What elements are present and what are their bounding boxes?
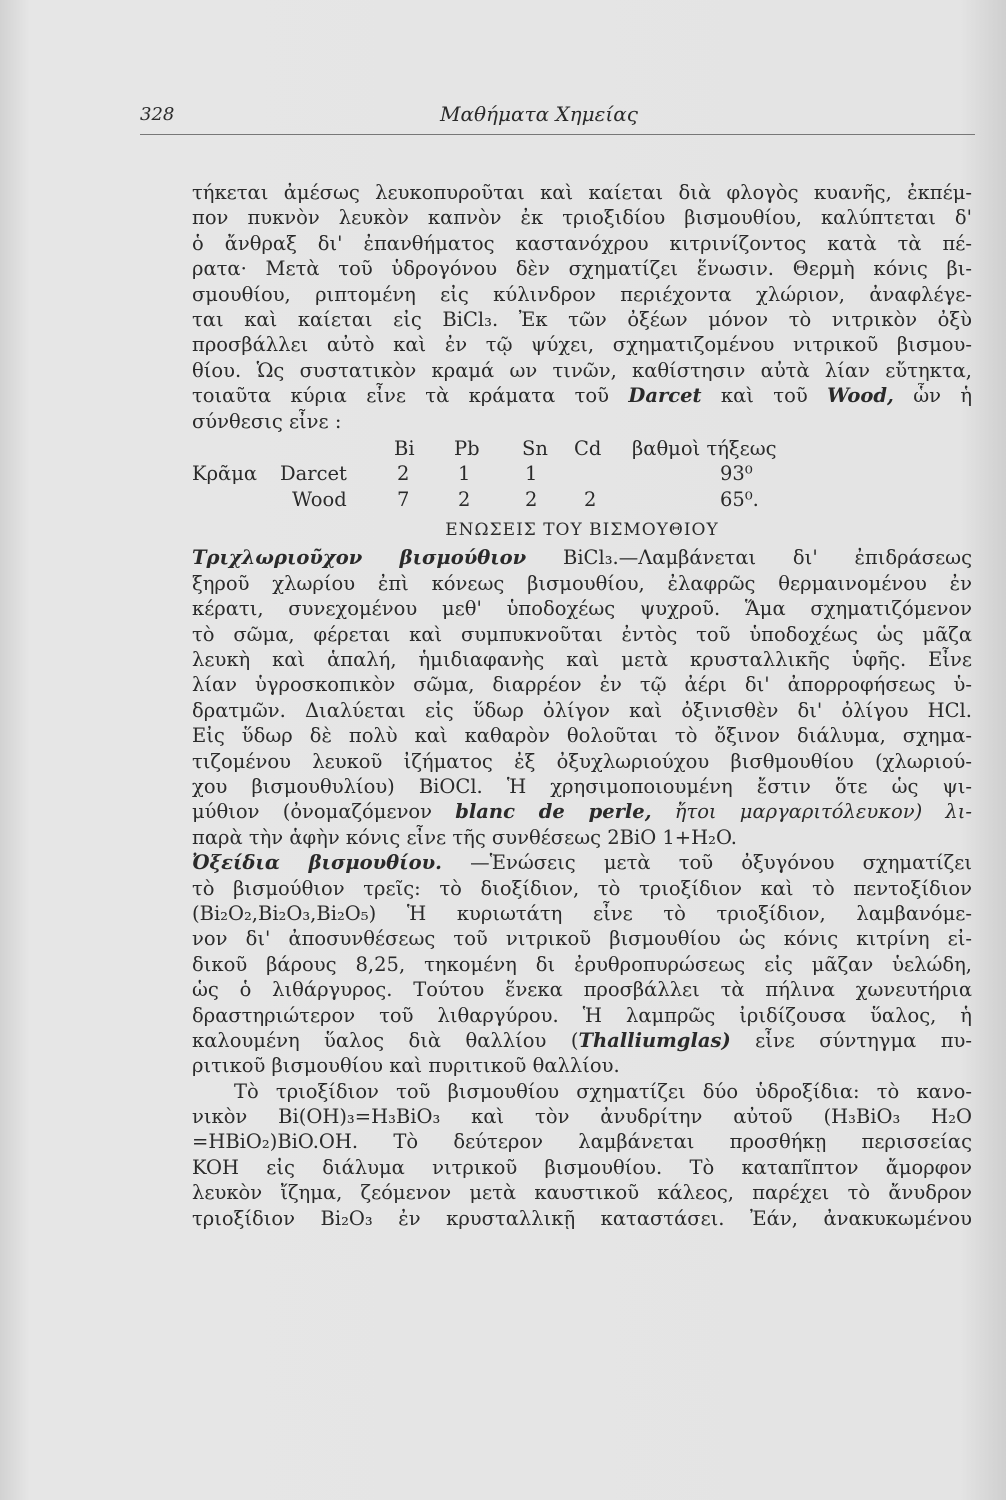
alloy-name-wood: Wood, — [827, 384, 894, 408]
table-cell: 2 — [584, 487, 597, 511]
table-row — [192, 461, 972, 486]
table-cell: 2 — [397, 462, 410, 486]
text-line: ξηροῦ χλωρίου ἐπὶ κόνεως βισμουθίου, ἐλαφρῶς θερμαινομένου ἐν — [192, 571, 972, 595]
text-run: μύθιον (ὀνομαζόμενον — [192, 800, 433, 824]
term-heading: Τριχλωριοῦχον βισμούθιον — [192, 546, 527, 570]
table-row — [192, 487, 972, 512]
text-line: λίαν ὑγροσκοπικὸν σῶμα, διαρρέον ἐν τῷ ἀέρι δι' ἀπορροφήσεως ὑ- — [192, 673, 972, 697]
column-header: Bi — [394, 436, 415, 460]
text-line: παρὰ τὴν ἁφὴν κόνις εἶνε τῆς συνθέσεως 2BiO 1+H₂O. — [192, 825, 738, 849]
header-rule — [140, 134, 975, 135]
text-run: καὶ τοῦ — [720, 384, 808, 408]
table-cell: 2 — [458, 487, 471, 511]
row-label: Wood — [292, 487, 347, 511]
text-line: KOH εἰς διάλυμα νιτρικοῦ βισμουθίου. Τὸ καταπῖπτον ἄμορφον — [192, 1155, 972, 1179]
text-run: τοιαῦτα κύρια εἶνε τὰ κράματα τοῦ — [192, 384, 610, 408]
text-run: ἤτοι μαργαριτόλευκον) λι- — [674, 800, 972, 824]
column-header: Pb — [454, 436, 480, 460]
row-label-prefix: Κρᾶμα — [192, 462, 258, 486]
text-line: νον δι' ἀποσυνθέσεως τοῦ νιτρικοῦ βισμουθίου ὡς κόνις κιτρίνη εἰ- — [192, 927, 972, 951]
text-run: BiCl₃.—Λαμβάνεται δι' ἐπιδράσεως — [562, 546, 972, 570]
paragraph-hydroxides — [192, 1079, 972, 1231]
paragraph-intro — [192, 180, 972, 434]
text-line: τήκεται ἀμέσως λευκοπυροῦται καὶ καίεται διὰ φλογὸς κυανῆς, ἐκπέμ- — [192, 181, 972, 204]
column-header: βαθμοὶ τήξεως — [632, 436, 777, 460]
text-line: θίου. Ὡς συστατικὸν κραμά ων τινῶν, καθίστησιν αὐτὰ λίαν εὔτηκτα, — [192, 358, 972, 382]
row-label: Darcet — [280, 462, 347, 486]
text-line: (Bi₂O₂,Bi₂O₃,Bi₂O₅) Ἡ κυριωτάτη εἶνε τὸ τριοξίδιον, λαμβανόμε- — [192, 901, 972, 925]
table-cell: 1 — [525, 462, 538, 486]
text-run: εἶνε σύντηγμα πυ- — [755, 1028, 972, 1052]
alloy-name-darcet: Darcet — [628, 384, 702, 408]
text-line: πον πυκνὸν λευκὸν καπνὸν ἐκ τριοξιδίου βισμουθίου, καλύπτεται δ' — [192, 206, 972, 230]
text-line — [192, 799, 972, 824]
text-line: δικοῦ βάρους 8,25, τηκομένη δι ἐρυθροπυρώσεως εἰς μᾶζαν ὑελώδη, — [192, 952, 972, 976]
text-line: προσβάλλει αὐτὸ καὶ ἐν τῷ ψύχει, σχηματιζομένου νιτρικοῦ βισμου- — [192, 333, 972, 357]
term-heading: Ὀξείδια βισμουθίου. — [192, 851, 442, 875]
table-cell: 1 — [458, 462, 471, 486]
text-line — [192, 1028, 972, 1053]
text-line: Εἰς ὕδωρ δὲ πολὺ καὶ καθαρὸν θολοῦται τὸ ὄξινον διάλυμα, σχημα- — [192, 724, 972, 748]
text-line: νικὸν Bi(OH)₃=H₃BiO₃ καὶ τὸν ἀνυδρίτην αὐτοῦ (H₃BiO₃ H₂O — [192, 1105, 972, 1129]
column-header: Sn — [522, 436, 548, 460]
text-run: καλουμένη ὕαλος διὰ θαλλίου ( — [192, 1028, 579, 1052]
text-line: κέρατι, συνεχομένου μεθ' ὑποδοχέως ψυχροῦ. Ἅμα σχηματιζόμενον — [192, 597, 972, 621]
running-title: Μαθήματα Χημείας — [440, 102, 638, 126]
text-line: =HBiO₂)BiO.OH. Τὸ δεύτερον λαμβάνεται προσθήκῃ περισσείας — [192, 1130, 972, 1154]
paragraph-oxides — [192, 850, 972, 1079]
paragraph-trichloride — [192, 545, 972, 850]
text-line: τριοξίδιον Bi₂O₃ ἐν κρυσταλλικῇ καταστάσει. Ἐάν, ἀνακυκωμένου — [192, 1206, 972, 1230]
section-heading: ΕΝΩΣΕΙΣ ΤΟΥ ΒΙΣΜΟΥΘΙΟΥ — [445, 520, 719, 541]
text-line: τιζομένου λευκοῦ ἰζήματος ἐξ ὀξυχλωριούχου βισθμουθίου (χλωριού- — [192, 749, 972, 773]
table-cell: 7 — [397, 487, 410, 511]
page-number: 328 — [140, 104, 175, 125]
text-line: ται καὶ καίεται εἰς BiCl₃. Ἐκ τῶν ὀξέων μόνον τὸ νιτρικὸν ὀξὺ — [192, 307, 972, 331]
text-line: τὸ βισμούθιον τρεῖς: τὸ διοξίδιον, τὸ τριοξίδιον καὶ τὸ πεντοξίδιον — [192, 876, 972, 900]
text-line: λευκὴ καὶ ἁπαλή, ἡμιδιαφανὴς καὶ μετὰ κρυσταλλικῆς ὑφῆς. Εἶνε — [192, 648, 972, 672]
term-thalliumglas: Thalliumglas) — [578, 1028, 731, 1052]
text-line: ρατα· Μετὰ τοῦ ὑδρογόνου δὲν σχηματίζει ἕνωσιν. Θερμὴ κόνις βι- — [192, 257, 972, 281]
text-line: λευκὸν ἴζημα, ζεόμενον μετὰ καυστικοῦ κάλεος, παρέχει τὸ ἄνυδρον — [192, 1181, 972, 1205]
table-cell: 93⁰ — [720, 462, 753, 486]
text-line: σμουθίου, ριπτομένη εἰς κύλινδρον περιέχοντα χλώριον, ἀναφλέγε- — [192, 282, 972, 306]
text-line: τὸ σῶμα, φέρεται καὶ συμπυκνοῦται ἐντὸς τοῦ ὑποδοχέως ὡς μᾶζα — [192, 622, 972, 646]
column-header: Cd — [574, 436, 602, 460]
table-cell: 65⁰. — [720, 487, 759, 511]
table-header-row — [192, 436, 972, 461]
text-line — [192, 545, 972, 570]
page-body — [192, 180, 972, 1231]
text-line: δρατμῶν. Διαλύεται εἰς ὕδωρ ὀλίγον καὶ ὀξινισθὲν δι' ὀλίγου HCl. — [192, 698, 972, 722]
text-run: —Ἑνώσεις μετὰ τοῦ ὀξυγόνου σχηματίζει — [470, 851, 972, 875]
text-line: σύνθεσις εἶνε : — [192, 409, 342, 433]
term-blanc-de-perle: blanc de perle, — [455, 800, 652, 824]
text-line: ριτικοῦ βισμουθίου καὶ πυριτικοῦ θαλλίου. — [192, 1054, 620, 1078]
text-line: ὡς ὁ λιθάργυρος. Τούτου ἕνεκα προσβάλλει τὰ πήλινα χωνευτήρια — [192, 978, 972, 1002]
table-cell: 2 — [525, 487, 538, 511]
alloy-composition-table — [192, 436, 972, 512]
text-line — [192, 383, 972, 408]
text-line: χου βισμουθυλίου) BiOCl. Ἡ χρησιμοποιουμένη ἔστιν ὅτε ὡς ψι- — [192, 774, 972, 798]
text-run: ὧν ἡ — [913, 384, 972, 408]
text-line — [192, 850, 972, 875]
text-line: δραστηριώτερον τοῦ λιθαργύρου. Ἡ λαμπρῶς ἰριδίζουσα ὕαλος, ἡ — [192, 1003, 972, 1027]
text-line: Τὸ τριοξίδιον τοῦ βισμουθίου σχηματίζει δύο ὑδροξίδια: τὸ κανο- — [234, 1079, 972, 1103]
text-line: ὁ ἄνθραξ δι' ἐπανθήματος καστανόχρου κιτρινίζοντος κατὰ τὰ πέ- — [192, 231, 972, 255]
